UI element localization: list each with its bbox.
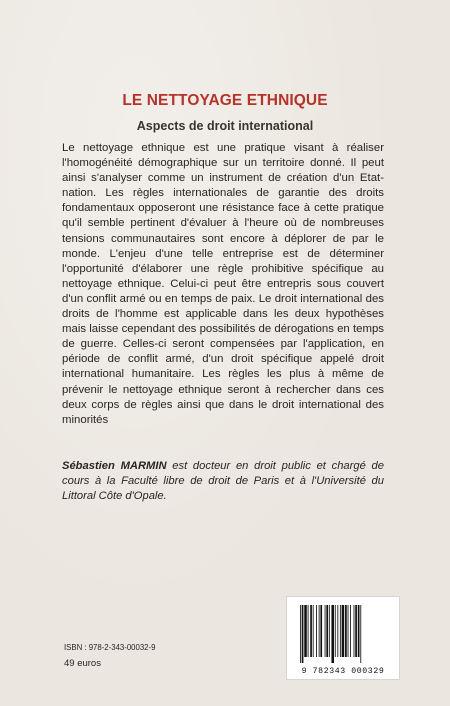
book-summary: Le nettoyage ethnique est une pratique visant à réaliser l'homogénéité démographique sur un territoire donné. Il peut ainsi s'analyser comme un instrument de création d'un Etat-nation. Les règles internationales de garantie des droits fondamentaux opposeront une résistance face à cette pratique qu'il semble pertinent d'évaluer à l'heure où de nombreuses tensions communautaires sont encore à déplorer de par le monde. L'enjeu d'une telle entreprise est de déterminer l'opportunité d'élaborer une règle prohibitive spécifique au nettoyage ethnique. Celui-ci peut être entrepris sous couvert d'un conflit armé ou en temps de paix. Le droit international des droits de l'homme est applicable dans les deux hypothèses mais laisse cependant des possibilités de dérogations en temps de guerre. Celles-ci seront compensées par l'application, en période de conflit armé, d'un droit spécifique appelé droit international humanitaire. Les règles les plus à même de prévenir le nettoyage ethnique seront à rechercher dans ces deux corps de règles ainsi que dans le droit international des minorités	[62, 142, 384, 426]
book-title: LE NETTOYAGE ETHNIQUE	[122, 92, 328, 109]
book-subtitle: Aspects de droit international	[136, 119, 314, 133]
barcode-digits: 9 782343 000329	[301, 667, 385, 676]
author-name: Sébastien MARMIN	[62, 460, 167, 472]
price-label: 49 euros	[64, 658, 101, 669]
author-bio-text: est docteur en droit public et chargé de cours à la Faculté libre de droit de Paris et à l'Université du Littoral Côte d'Opale.	[62, 460, 384, 502]
author-bio	[62, 459, 384, 504]
isbn-label: ISBN : 978-2-343-00032-9	[64, 643, 156, 652]
barcode-bars	[299, 605, 387, 663]
barcode	[286, 596, 400, 680]
